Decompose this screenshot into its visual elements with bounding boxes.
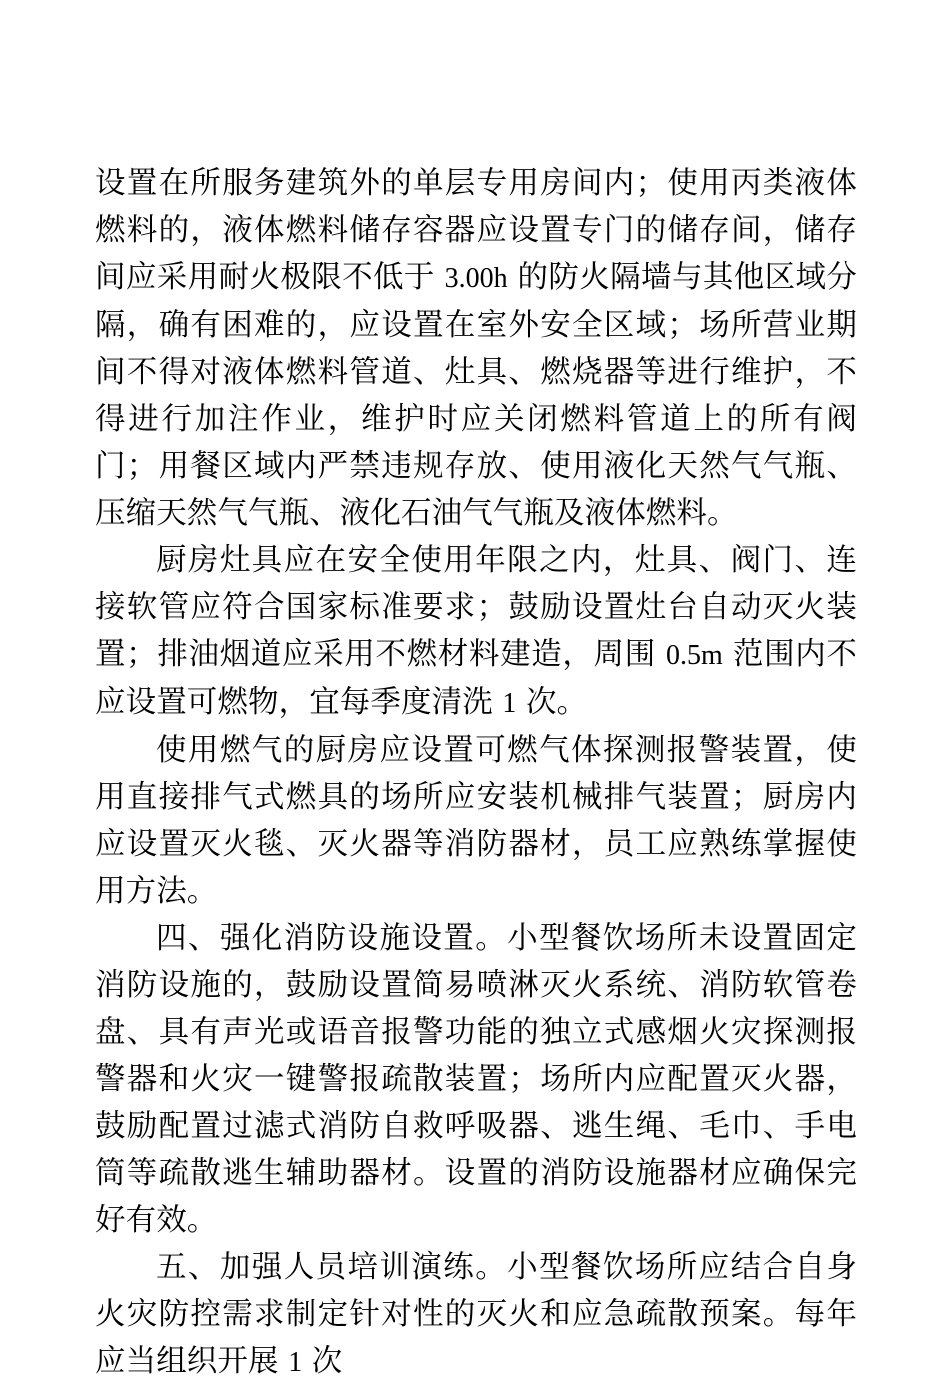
paragraph-liquid-fuel-storage: 设置在所服务建筑外的单层专用房间内；使用丙类液体燃料的，液体燃料储存容器应设置专门的储存间，储存间应采用耐火极限不低于 3.00h 的防火隔墙与其他区域分隔，确有困难的，应设置在室外安全区域；场所营业期间不得对液体燃料管道、灶具、燃烧器等进行维护，不得进行加注作业，维护时应关闭燃料管道上的所有阀门；用餐区域内严禁违规存放、使用液化天然气气瓶、压缩天然气气瓶、液化石油气气瓶及液体燃料。 (95, 166, 857, 530)
inline-measurement: 1 (288, 1347, 303, 1378)
inline-measurement: 3.00h (444, 263, 508, 294)
inline-measurement: 1 (502, 688, 517, 719)
paragraph-gas-detector-requirements: 使用燃气的厨房应设置可燃气体探测报警装置，使用直接排气式燃具的场所应安装机械排气装置；厨房内应设置灭火毯、灭火器等消防器材，员工应熟练掌握使用方法。 (95, 733, 857, 908)
paragraph-kitchen-stove-requirements: 厨房灶具应在安全使用年限之内，灶具、阀门、连接软管应符合国家标准要求；鼓励设置灶台自动灭火装置；排油烟道应采用不燃材料建造，周围 0.5m 范围内不应设置可燃物，宜每季度清洗 1 次。 (95, 543, 857, 719)
document-body (95, 160, 857, 1386)
inline-measurement: 0.5m (666, 640, 723, 671)
paragraph-section-four-fire-facilities: 四、强化消防设施设置。小型餐饮场所未设置固定消防设施的，鼓励设置简易喷淋灭火系统、消防软管卷盘、具有声光或语音报警功能的独立式感烟火灾探测报警器和火灾一键警报疏散装置；场所内应配置灭火器，鼓励配置过滤式消防自救呼吸器、逃生绳、毛巾、手电筒等疏散逃生辅助器材。设置的消防设施器材应确保完好有效。 (95, 921, 857, 1237)
paragraph-section-five-personnel-training: 五、加强人员培训演练。小型餐饮场所应结合自身火灾防控需求制定针对性的灭火和应急疏散预案。每年应当组织开展 1 次 (95, 1250, 857, 1378)
